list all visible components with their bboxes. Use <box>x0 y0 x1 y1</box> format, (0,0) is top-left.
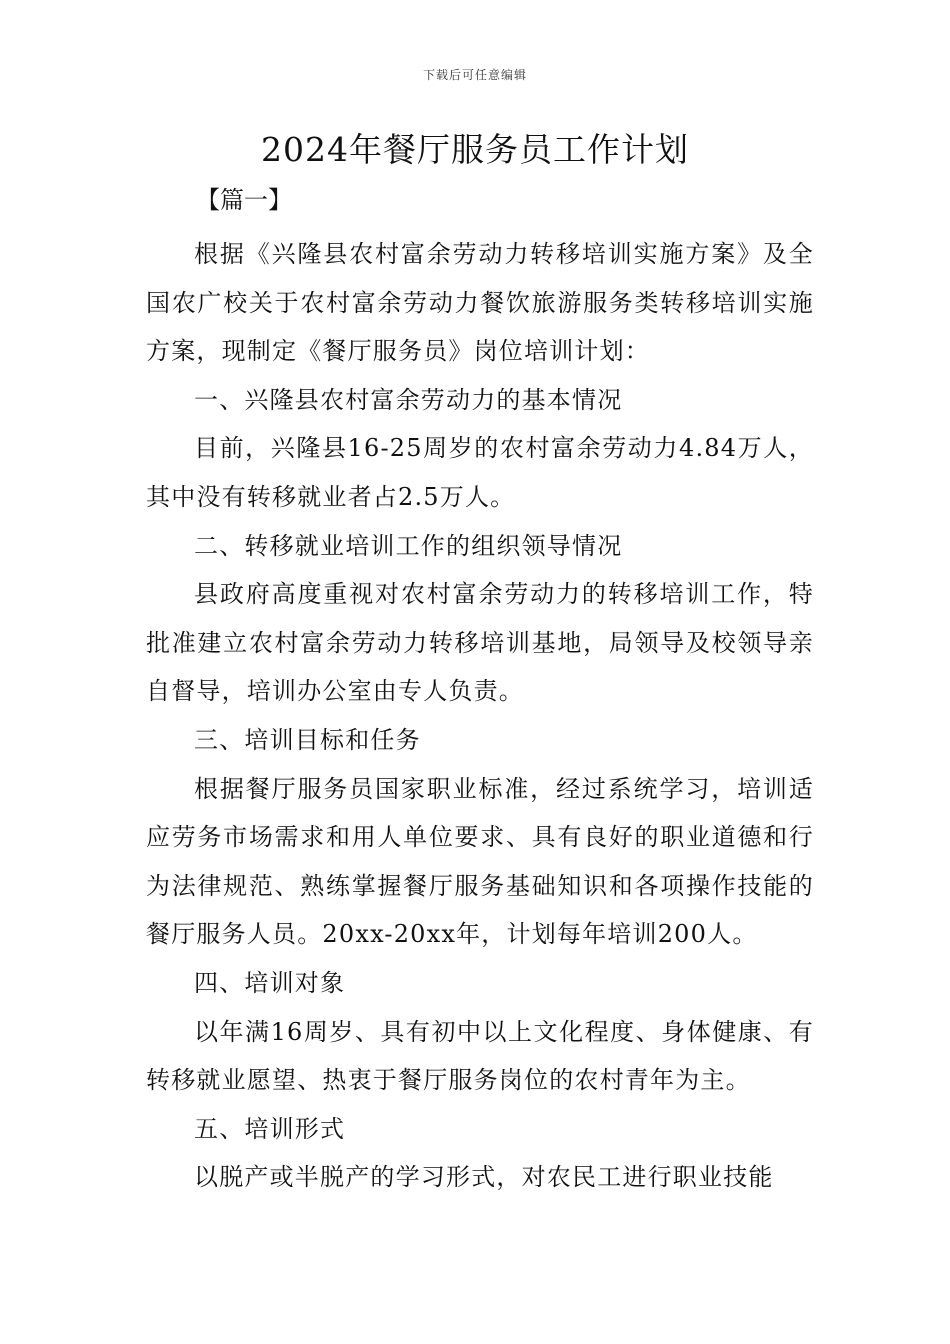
heading-organization: 二、转移就业培训工作的组织领导情况 <box>194 531 623 560</box>
document-title: 2024年餐厅服务员工作计划 <box>261 130 689 169</box>
section-label: 【篇一】 <box>196 186 292 214</box>
paragraph-target: 以年满16周岁、具有初中以上文化程度、身体健康、有转移就业愿望、热衷于餐厅服务岗位的农村青年为主。 <box>146 1017 814 1095</box>
header-note: 下载后可任意编辑 <box>422 68 527 82</box>
paragraph-basic-situation: 目前，兴隆县16-25周岁的农村富余劳动力4.84万人，其中没有转移就业者占2.5万人。 <box>146 434 814 511</box>
heading-basic-situation: 一、兴隆县农村富余劳动力的基本情况 <box>194 385 623 414</box>
paragraph-format: 以脱产或半脱产的学习形式，对农民工进行职业技能 <box>194 1163 774 1192</box>
heading-format: 五、培训形式 <box>194 1114 346 1143</box>
heading-goals: 三、培训目标和任务 <box>194 725 421 754</box>
document-body <box>146 230 814 1202</box>
paragraph-goals: 根据餐厅服务员国家职业标准，经过系统学习，培训适应劳务市场需求和用人单位要求、具有良好的职业道德和行为法律规范、熟练掌握餐厅服务基础知识和各项操作技能的餐厅服务人员。20xx-20xx年，计划每年培训200人。 <box>146 774 814 949</box>
paragraph-organization: 县政府高度重视对农村富余劳动力的转移培训工作，特批准建立农村富余劳动力转移培训基地，局领导及校领导亲自督导，培训办公室由专人负责。 <box>146 580 814 706</box>
paragraph-intro: 根据《兴隆县农村富余劳动力转移培训实施方案》及全国农广校关于农村富余劳动力餐饮旅游服务类转移培训实施方案，现制定《餐厅服务员》岗位培训计划： <box>146 240 814 366</box>
heading-target: 四、培训对象 <box>194 968 346 997</box>
